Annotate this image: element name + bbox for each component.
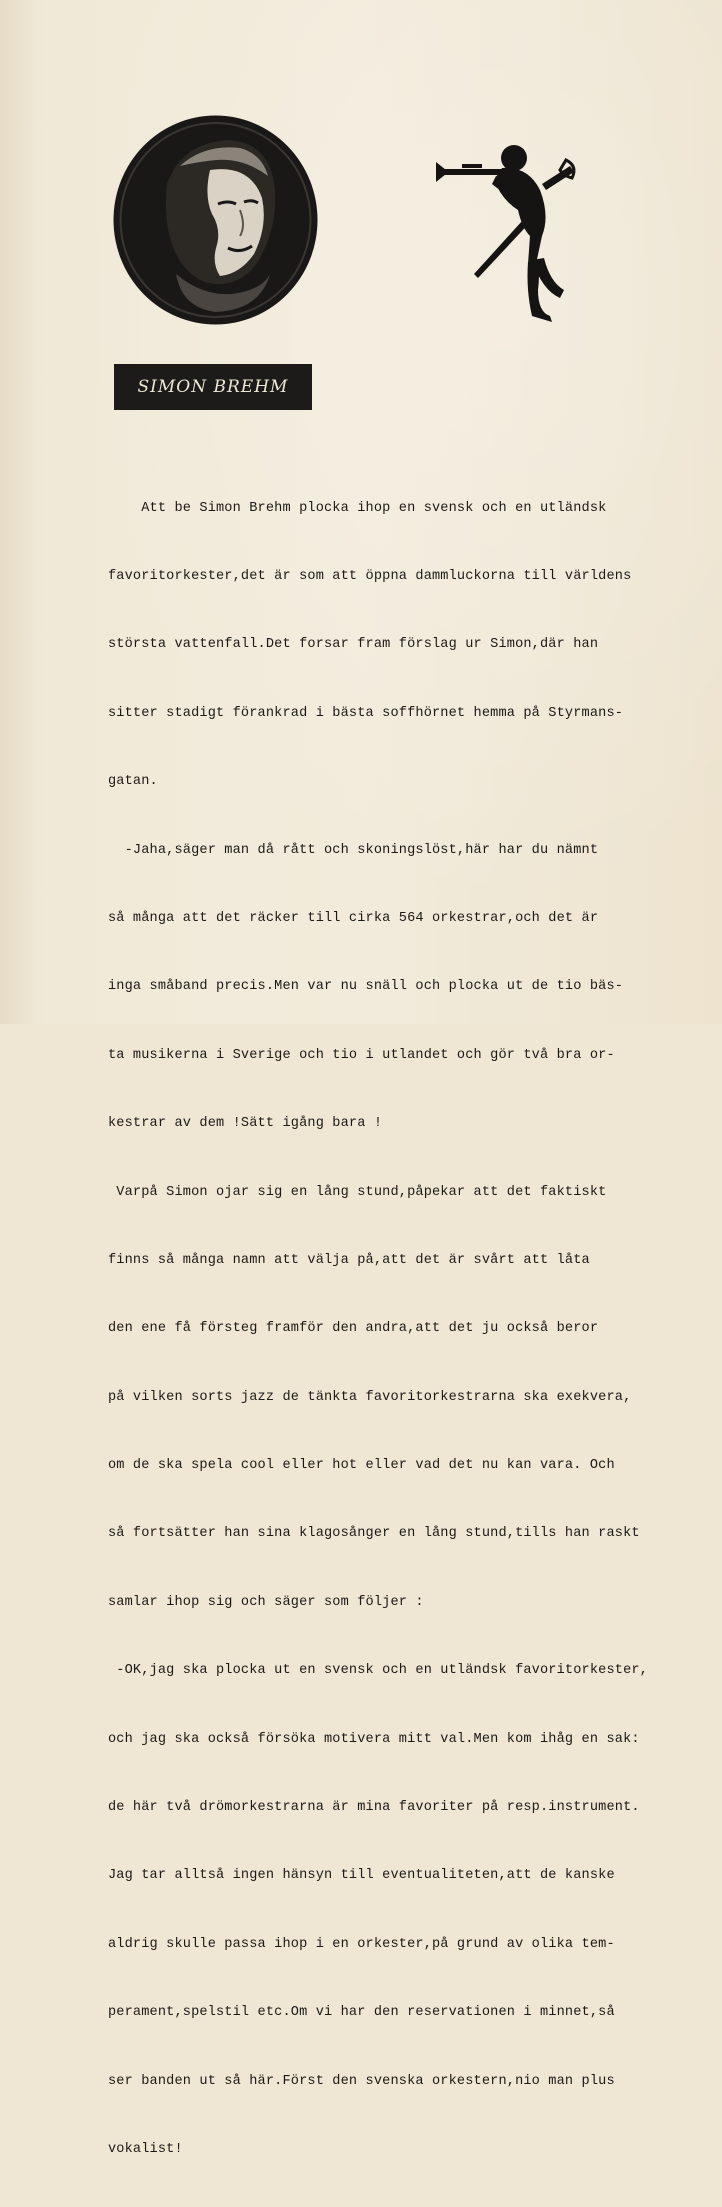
text-line: favoritorkester,det är som att öppna dammluckorna till världens [108, 568, 632, 584]
text-line: aldrig skulle passa ihop i en orkester,på grund av olika tem- [108, 1936, 615, 1952]
text-line: perament,spelstil etc.Om vi har den reservationen i minnet,så [108, 2005, 615, 2021]
text-line: och jag ska också försöka motivera mitt val.Men kom ihåg en sak: [108, 1731, 640, 1747]
text-line: sitter stadigt förankrad i bästa soffhörnet hemma på Styrmans- [108, 705, 624, 721]
text-line: ser banden ut så här.Först den svenska orkestern,nio man plus [108, 2073, 615, 2089]
portrait-medallion-icon [112, 114, 319, 326]
text-line: finns så många namn att välja på,att det är svårt att låta [108, 1252, 590, 1268]
text-line: så fortsätter han sina klagosånger en lång stund,tills han raskt [108, 1526, 640, 1542]
text-line: Att be Simon Brehm plocka ihop en svensk och en utländsk [108, 500, 607, 516]
text-line: de här två drömorkestrarna är mina favoriter på resp.instrument. [108, 1800, 640, 1816]
trumpeter-silhouette-icon [432, 140, 582, 330]
text-line: på vilken sorts jazz de tänkta favoritorkestrarna ska exekvera, [108, 1389, 632, 1405]
text-line: den ene få försteg framför den andra,att det ju också beror [108, 1321, 599, 1337]
text-line: vokalist! [108, 2141, 183, 2157]
text-line: inga småband precis.Men var nu snäll och plocka ut de tio bäs- [108, 979, 624, 995]
text-line: -Jaha,säger man då rått och skoningslöst,här har du nämnt [108, 842, 599, 858]
text-line: ta musikerna i Sverige och tio i utlandet och gör två bra or- [108, 1047, 615, 1063]
banner-name: SIMON BREHM [137, 377, 289, 397]
text-line: största vattenfall.Det forsar fram förslag ur Simon,där han [108, 637, 599, 653]
text-line: kestrar av dem !Sätt igång bara ! [108, 1116, 383, 1132]
name-banner [114, 364, 312, 410]
text-line: gatan. [108, 774, 158, 790]
article-body [108, 452, 680, 2207]
text-line: så många att det räcker till cirka 564 orkestrar,och det är [108, 910, 599, 926]
text-line: Varpå Simon ojar sig en lång stund,påpekar att det faktiskt [108, 1184, 607, 1200]
text-line: -OK,jag ska plocka ut en svensk och en utländsk favoritorkester, [108, 1663, 648, 1679]
text-line: Jag tar alltså ingen hänsyn till eventualiteten,att de kanske [108, 1868, 615, 1884]
text-line: om de ska spela cool eller hot eller vad det nu kan vara. Och [108, 1458, 615, 1474]
text-line: samlar ihop sig och säger som följer : [108, 1594, 424, 1610]
